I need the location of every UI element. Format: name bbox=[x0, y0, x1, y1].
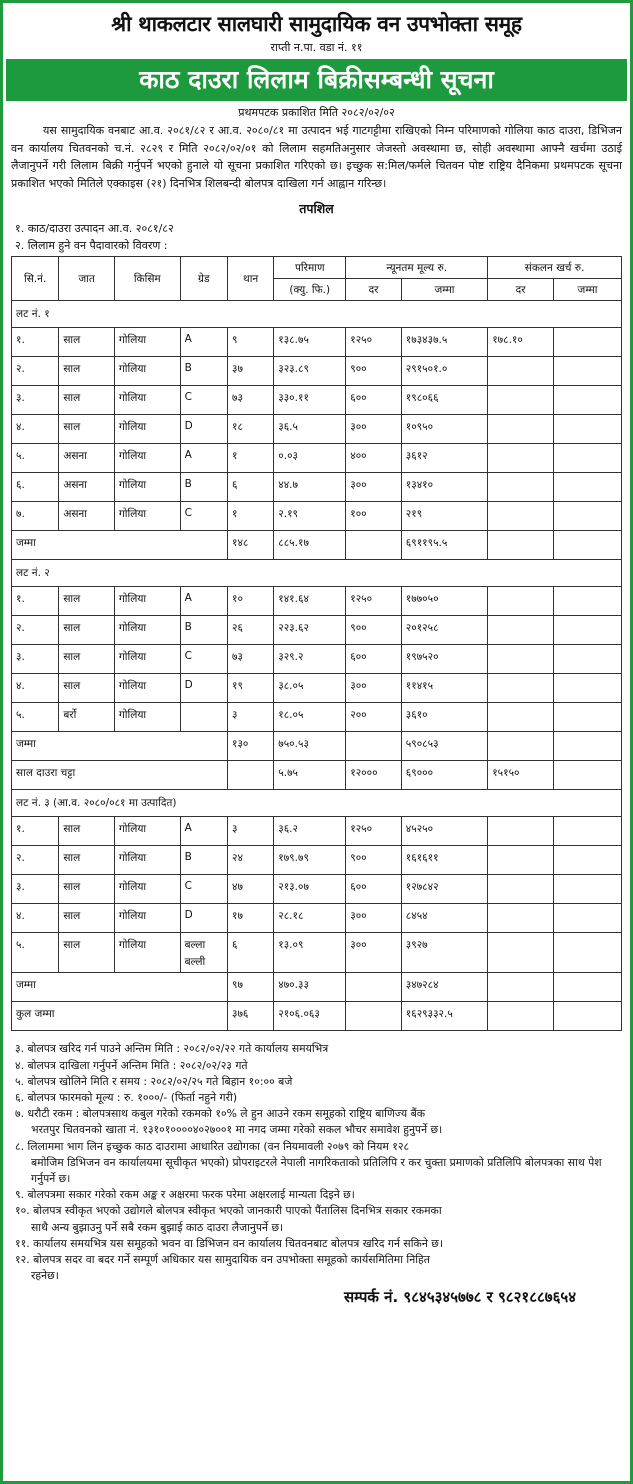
cell-collect-dar bbox=[488, 875, 554, 904]
cell-dar: ९०० bbox=[346, 357, 402, 386]
cell-collect-dar bbox=[488, 703, 554, 732]
cell-dar bbox=[346, 531, 402, 560]
cell-grade: D bbox=[180, 904, 227, 933]
cell-jaat: साल bbox=[59, 674, 115, 703]
cell-kisim: गोलिया bbox=[114, 933, 180, 973]
cell-grade: A bbox=[180, 328, 227, 357]
cell-dar: ४०० bbox=[346, 444, 402, 473]
cell-pariman: ४४.७ bbox=[274, 473, 346, 502]
total-label: जम्मा bbox=[12, 973, 228, 1002]
cell-sn: ४. bbox=[12, 674, 59, 703]
cell-kisim: गोलिया bbox=[114, 587, 180, 616]
cell-thaan: ३७ bbox=[227, 357, 273, 386]
note-item: ११. कार्यालय समयभित्र यस समूहको भवन वा डिभिजन वन कार्यालय चितवनबाट बोलपत्र खरिद गर्न सकिने छ। bbox=[15, 1236, 443, 1250]
point-2: २. लिलाम हुने वन पैदावारको विवरण : bbox=[15, 239, 168, 253]
notice-banner: काठ दाउरा लिलाम बिक्रीसम्बन्धी सूचना bbox=[6, 59, 627, 101]
total-row bbox=[12, 531, 622, 560]
cell-collect-dar bbox=[488, 674, 554, 703]
cell-collect-dar: १७८.१० bbox=[488, 328, 554, 357]
org-title: श्री थाकलटार सालघारी सामुदायिक वन उपभोक्ता समूह bbox=[111, 12, 522, 36]
cell-jamma: ११४१५ bbox=[401, 674, 487, 703]
cell-collect-jamma bbox=[554, 1002, 622, 1031]
cell-thaan: ३ bbox=[227, 703, 273, 732]
col-min-price: न्यूनतम मूल्य रु. bbox=[346, 257, 488, 279]
cell-collect-dar bbox=[488, 616, 554, 645]
cell-pariman: १४१.६४ bbox=[274, 587, 346, 616]
cell-sn: ६. bbox=[12, 473, 59, 502]
cell-thaan bbox=[227, 761, 273, 790]
cell-jaat: साल bbox=[59, 904, 115, 933]
cell-pariman: ३३०.११ bbox=[274, 386, 346, 415]
cell-jaat: साल bbox=[59, 933, 115, 973]
cell-pariman: ४७०.३३ bbox=[274, 973, 346, 1002]
cell-dar: ६०० bbox=[346, 645, 402, 674]
cell-pariman: १३८.७५ bbox=[274, 328, 346, 357]
cell-pariman: १७९.७९ bbox=[274, 846, 346, 875]
cell-grade: A bbox=[180, 817, 227, 846]
note-item: ९. बोलपत्रमा सकार गरेको रकम अङ्क र अक्षरमा फरक परेमा अक्षरलाई मान्यता दिइने छ। bbox=[15, 1188, 355, 1202]
cell-kisim: गोलिया bbox=[114, 473, 180, 502]
col-collect-jamma: जम्मा bbox=[554, 279, 622, 301]
total-label: जम्मा bbox=[12, 531, 228, 560]
cell-grade: D bbox=[180, 415, 227, 444]
col-thaan: थान bbox=[227, 257, 273, 301]
table-row bbox=[12, 645, 622, 674]
cell-dar: ३०० bbox=[346, 415, 402, 444]
cell-thaan: ७३ bbox=[227, 386, 273, 415]
cell-grade: C bbox=[180, 645, 227, 674]
org-address: राप्ती न.पा. वडा नं. ११ bbox=[270, 41, 363, 54]
note-item: ८. लिलाममा भाग लिन इच्छुक काठ दाउरामा आधारित उद्योगका (वन नियमावली २०७९ को नियम १२८ bbox=[15, 1139, 410, 1153]
notes-list bbox=[11, 1041, 622, 1284]
table-row bbox=[12, 817, 622, 846]
cell-pariman: ७५०.५३ bbox=[274, 732, 346, 761]
cell-collect-jamma bbox=[554, 616, 622, 645]
cell-collect-jamma bbox=[554, 473, 622, 502]
cell-jamma: १७३४३७.५ bbox=[401, 328, 487, 357]
cell-collect-jamma bbox=[554, 846, 622, 875]
cell-dar: ६०० bbox=[346, 386, 402, 415]
cell-pariman: ३८.०५ bbox=[274, 674, 346, 703]
cell-dar: १२५० bbox=[346, 587, 402, 616]
cell-grade: B bbox=[180, 357, 227, 386]
cell-collect-dar bbox=[488, 502, 554, 531]
cell-collect-jamma bbox=[554, 761, 622, 790]
cell-collect-jamma bbox=[554, 674, 622, 703]
cell-collect-jamma bbox=[554, 357, 622, 386]
cell-thaan: ४७ bbox=[227, 875, 273, 904]
table-row bbox=[12, 587, 622, 616]
cell-dar: ३०० bbox=[346, 904, 402, 933]
table-body bbox=[12, 301, 622, 1031]
table-row bbox=[12, 386, 622, 415]
cell-jaat: असना bbox=[59, 502, 115, 531]
cell-thaan: ९ bbox=[227, 328, 273, 357]
cell-pariman: ३२३.८९ bbox=[274, 357, 346, 386]
cell-dar: १२००० bbox=[346, 761, 402, 790]
cell-dar: २०० bbox=[346, 703, 402, 732]
cell-collect-jamma bbox=[554, 444, 622, 473]
table-row bbox=[12, 904, 622, 933]
cell-grade: C bbox=[180, 386, 227, 415]
cell-collect-jamma bbox=[554, 875, 622, 904]
cell-jaat: साल bbox=[59, 817, 115, 846]
note-continuation: बमोजिम डिभिजन वन कार्यालयमा सूचीकृत भएको) प्रोपराइटरले नेपाली नागरिकताको प्रतिलिपि र कर चुक्ता प्रमाणको प्रतिलिपि बोलपत्रका साथ पेश गर्नुपर्ने छ। bbox=[31, 1155, 602, 1185]
cell-collect-dar bbox=[488, 473, 554, 502]
cell-sn: ३. bbox=[12, 386, 59, 415]
cell-jamma: ६९००० bbox=[401, 761, 487, 790]
cell-kisim: गोलिया bbox=[114, 386, 180, 415]
cell-pariman: २.१९ bbox=[274, 502, 346, 531]
total-label: कुल जम्मा bbox=[12, 1002, 228, 1031]
cell-grade: C bbox=[180, 502, 227, 531]
cell-dar: १२५० bbox=[346, 817, 402, 846]
cell-sn: ५. bbox=[12, 444, 59, 473]
cell-pariman: १८.०५ bbox=[274, 703, 346, 732]
cell-kisim: गोलिया bbox=[114, 645, 180, 674]
cell-dar: ३०० bbox=[346, 674, 402, 703]
lot-header-row bbox=[12, 560, 622, 587]
cell-pariman: ०.०३ bbox=[274, 444, 346, 473]
cell-kisim: गोलिया bbox=[114, 444, 180, 473]
cell-dar: ३०० bbox=[346, 933, 402, 973]
cell-jamma: ४५२५० bbox=[401, 817, 487, 846]
cell-jamma: ३९२७ bbox=[401, 933, 487, 973]
lot-header-row bbox=[12, 301, 622, 328]
cell-thaan: २४ bbox=[227, 846, 273, 875]
cell-dar: ९०० bbox=[346, 846, 402, 875]
table-row bbox=[12, 415, 622, 444]
col-sn: सि.नं. bbox=[12, 257, 59, 301]
cell-jaat: साल bbox=[59, 328, 115, 357]
cell-jamma: ८४५४ bbox=[401, 904, 487, 933]
table-row bbox=[12, 933, 622, 973]
cell-thaan: ३७६ bbox=[227, 1002, 273, 1031]
cell-kisim: गोलिया bbox=[114, 415, 180, 444]
cell-collect-jamma bbox=[554, 904, 622, 933]
cell-grade bbox=[180, 703, 227, 732]
cell-kisim: गोलिया bbox=[114, 846, 180, 875]
cell-sn: १. bbox=[12, 817, 59, 846]
cell-sn: ४. bbox=[12, 415, 59, 444]
note-continuation: भरतपुर चितवनको खाता नं. १३१०१००००४०२७००१ मा नगद जम्मा गरेको सकल भौचर समावेश हुनुपर्ने छ। bbox=[31, 1123, 443, 1137]
cell-sn: ५. bbox=[12, 933, 59, 973]
note-item: ६. बोलपत्र फारमको मूल्य : रु. १०००/- (फिर्ता नहुने गरी) bbox=[15, 1090, 238, 1104]
note-item: ५. बोलपत्र खोलिने मिति र समय : २०८२/०२/२५ गते बिहान १०:०० बजे bbox=[15, 1074, 293, 1088]
col-kisim: किसिम bbox=[114, 257, 180, 301]
note-continuation: साथै अन्य बुझाउनु पर्ने सबै रकम बुझाई काठ दाउरा लैजानुपर्ने छ। bbox=[31, 1220, 284, 1234]
cell-jamma: ३४७२८४ bbox=[401, 973, 487, 1002]
cell-jamma: २९१५०१.० bbox=[401, 357, 487, 386]
cell-grade: A bbox=[180, 444, 227, 473]
cell-kisim: गोलिया bbox=[114, 357, 180, 386]
table-row bbox=[12, 674, 622, 703]
cell-collect-dar bbox=[488, 846, 554, 875]
cell-thaan: ७३ bbox=[227, 645, 273, 674]
lot-header-row bbox=[12, 790, 622, 817]
cell-collect-dar bbox=[488, 386, 554, 415]
contact-line: सम्पर्क नं. ९८४५३४५७७८ र ९८२१८८७६५४ bbox=[343, 1288, 576, 1307]
cell-thaan: १४८ bbox=[227, 531, 273, 560]
cell-sn: ७. bbox=[12, 502, 59, 531]
table-row bbox=[12, 473, 622, 502]
table-row bbox=[12, 357, 622, 386]
total-row bbox=[12, 761, 622, 790]
table-row bbox=[12, 502, 622, 531]
cell-collect-dar bbox=[488, 1002, 554, 1031]
col-collect-dar: दर bbox=[488, 279, 554, 301]
cell-sn: ३. bbox=[12, 645, 59, 674]
cell-grade: B bbox=[180, 473, 227, 502]
cell-pariman: ३२९.२ bbox=[274, 645, 346, 674]
cell-jaat: साल bbox=[59, 357, 115, 386]
cell-collect-jamma bbox=[554, 703, 622, 732]
table-row bbox=[12, 328, 622, 357]
cell-collect-dar bbox=[488, 817, 554, 846]
cell-dar bbox=[346, 1002, 402, 1031]
total-row bbox=[12, 973, 622, 1002]
cell-pariman: २१०६.०६३ bbox=[274, 1002, 346, 1031]
cell-collect-dar bbox=[488, 645, 554, 674]
cell-grade: A bbox=[180, 587, 227, 616]
cell-collect-jamma bbox=[554, 502, 622, 531]
col-pariman: परिमाण bbox=[274, 257, 346, 279]
cell-pariman: २२३.६२ bbox=[274, 616, 346, 645]
cell-dar bbox=[346, 732, 402, 761]
cell-jaat: बर्रो bbox=[59, 703, 115, 732]
col-jaat: जात bbox=[59, 257, 115, 301]
cell-dar bbox=[346, 973, 402, 1002]
cell-thaan: १० bbox=[227, 587, 273, 616]
cell-grade: C bbox=[180, 875, 227, 904]
cell-thaan: १८ bbox=[227, 415, 273, 444]
auction-table bbox=[11, 256, 622, 1031]
cell-jaat: साल bbox=[59, 415, 115, 444]
cell-jamma: १२७८४२ bbox=[401, 875, 487, 904]
col-unit: (क्यु. फि.) bbox=[274, 279, 346, 301]
cell-pariman: २८.१८ bbox=[274, 904, 346, 933]
table-row bbox=[12, 875, 622, 904]
lot-label: लट नं. १ bbox=[12, 301, 622, 328]
cell-jamma: १९८०६६ bbox=[401, 386, 487, 415]
note-item: ३. बोलपत्र खरिद गर्न पाउने अन्तिम मिति : २०८२/०२/२२ गते कार्यालय समयभित्र bbox=[15, 1042, 329, 1056]
cell-thaan: ६ bbox=[227, 933, 273, 973]
cell-collect-dar: १५१५० bbox=[488, 761, 554, 790]
cell-collect-jamma bbox=[554, 973, 622, 1002]
cell-jaat: साल bbox=[59, 616, 115, 645]
table-row bbox=[12, 616, 622, 645]
cell-collect-jamma bbox=[554, 328, 622, 357]
cell-collect-jamma bbox=[554, 415, 622, 444]
cell-jamma: १०९५० bbox=[401, 415, 487, 444]
total-label: जम्मा bbox=[12, 732, 228, 761]
cell-collect-dar bbox=[488, 904, 554, 933]
cell-collect-jamma bbox=[554, 531, 622, 560]
cell-pariman: १३.०९ bbox=[274, 933, 346, 973]
cell-jamma: १३४१० bbox=[401, 473, 487, 502]
cell-grade: बल्ला बल्ली bbox=[180, 933, 227, 973]
cell-collect-dar bbox=[488, 415, 554, 444]
cell-collect-jamma bbox=[554, 933, 622, 973]
cell-kisim: गोलिया bbox=[114, 674, 180, 703]
cell-jaat: साल bbox=[59, 587, 115, 616]
cell-collect-dar bbox=[488, 587, 554, 616]
cell-thaan: १९ bbox=[227, 674, 273, 703]
cell-dar: ९०० bbox=[346, 616, 402, 645]
cell-collect-jamma bbox=[554, 587, 622, 616]
details-heading: तपशिल bbox=[299, 201, 334, 217]
cell-collect-dar bbox=[488, 357, 554, 386]
cell-grade: B bbox=[180, 616, 227, 645]
cell-thaan: ९७ bbox=[227, 973, 273, 1002]
col-min-dar: दर bbox=[346, 279, 402, 301]
cell-kisim: गोलिया bbox=[114, 328, 180, 357]
cell-jaat: साल bbox=[59, 875, 115, 904]
cell-jaat: साल bbox=[59, 386, 115, 415]
cell-jamma: २०१२५८ bbox=[401, 616, 487, 645]
cell-collect-jamma bbox=[554, 732, 622, 761]
cell-grade: B bbox=[180, 846, 227, 875]
cell-pariman: ८८५.१७ bbox=[274, 531, 346, 560]
publish-date: प्रथमपटक प्रकाशित मिति २०८२/०२/०२ bbox=[238, 106, 395, 119]
cell-pariman: ३६.२ bbox=[274, 817, 346, 846]
cell-pariman: २१३.०७ bbox=[274, 875, 346, 904]
cell-kisim: गोलिया bbox=[114, 875, 180, 904]
lot-label: लट नं. २ bbox=[12, 560, 622, 587]
cell-kisim: गोलिया bbox=[114, 904, 180, 933]
cell-jamma: ३६१२ bbox=[401, 444, 487, 473]
cell-kisim: गोलिया bbox=[114, 703, 180, 732]
col-collection-cost: संकलन खर्च रु. bbox=[488, 257, 622, 279]
cell-sn: १. bbox=[12, 587, 59, 616]
cell-jamma: २१९ bbox=[401, 502, 487, 531]
cell-collect-dar bbox=[488, 732, 554, 761]
note-item: १०. बोलपत्र स्वीकृत भएको उद्योगले बोलपत्र स्वीकृत भएको जानकारी पाएको पैंतालिस दिनभित्र सकार रकमका bbox=[15, 1204, 442, 1218]
cell-dar: ३०० bbox=[346, 473, 402, 502]
cell-sn: १. bbox=[12, 328, 59, 357]
total-row bbox=[12, 732, 622, 761]
cell-pariman: ३६.५ bbox=[274, 415, 346, 444]
cell-kisim: गोलिया bbox=[114, 616, 180, 645]
cell-collect-jamma bbox=[554, 817, 622, 846]
table-row bbox=[12, 444, 622, 473]
col-min-jamma: जम्मा bbox=[401, 279, 487, 301]
cell-sn: ३. bbox=[12, 875, 59, 904]
cell-sn: ५. bbox=[12, 703, 59, 732]
cell-jamma: १६१६११ bbox=[401, 846, 487, 875]
cell-jaat: साल bbox=[59, 645, 115, 674]
cell-sn: २. bbox=[12, 357, 59, 386]
cell-jamma: १९७५२० bbox=[401, 645, 487, 674]
cell-collect-dar bbox=[488, 933, 554, 973]
cell-jamma: ३६१० bbox=[401, 703, 487, 732]
cell-thaan: २६ bbox=[227, 616, 273, 645]
cell-grade: D bbox=[180, 674, 227, 703]
cell-thaan: ६ bbox=[227, 473, 273, 502]
cell-collect-jamma bbox=[554, 386, 622, 415]
cell-jaat: असना bbox=[59, 444, 115, 473]
cell-sn: ४. bbox=[12, 904, 59, 933]
cell-thaan: १ bbox=[227, 444, 273, 473]
point-1: १. काठ/दाउरा उत्पादन आ.व. २०८१/८२ bbox=[15, 222, 174, 236]
cell-collect-dar bbox=[488, 973, 554, 1002]
col-grade: ग्रेड bbox=[180, 257, 227, 301]
cell-collect-dar bbox=[488, 531, 554, 560]
lot-label: लट नं. ३ (आ.व. २०८०/०८१ मा उत्पादित) bbox=[12, 790, 622, 817]
cell-thaan: १७ bbox=[227, 904, 273, 933]
cell-jaat: साल bbox=[59, 846, 115, 875]
cell-collect-dar bbox=[488, 444, 554, 473]
cell-thaan: १३० bbox=[227, 732, 273, 761]
intro-paragraph: यस सामुदायिक वनबाट आ.व. २०८१/८२ र आ.व. २०८०/८१ मा उत्पादन भई गाटगट्टीमा राखिएको निम्न परिमाणको गोलिया काठ दाउरा, डिभिजन वन कार्यालय चितवनको च.नं. २८२९ र मिति २०८२/०२/०१ को लिलाम सहमतिअनुसार जेजस्तो अवस्थामा छ, सोही अवस्थामा आफ्नै खर्चमा उठाई लैजानुपर्ने गरी लिलाम बिक्री गर्नुपर्ने भएको हुनाले यो सूचना प्रकाशित गरिएको छ। इच्छुक स:मिल/फर्मले चितवन पोष्ट राष्ट्रिय दैनिकमा प्रथमपटक सूचना प्रकाशित भएको मितिले एक्काइस (२१) दिनभित्र शिलबन्दी बोलपत्र दाखिला गर्न आह्वान गरिन्छ। bbox=[11, 124, 622, 190]
cell-jamma: १७७०५० bbox=[401, 587, 487, 616]
cell-sn: २. bbox=[12, 616, 59, 645]
cell-thaan: १ bbox=[227, 502, 273, 531]
cell-dar: ६०० bbox=[346, 875, 402, 904]
cell-dar: १२५० bbox=[346, 328, 402, 357]
cell-kisim: गोलिया bbox=[114, 502, 180, 531]
cell-pariman: ५.७५ bbox=[274, 761, 346, 790]
cell-collect-jamma bbox=[554, 645, 622, 674]
note-item: १२. बोलपत्र सदर वा बदर गर्ने सम्पूर्ण अधिकार यस सामुदायिक वन उपभोक्ता समूहको कार्यसमितिमा निहित bbox=[15, 1253, 430, 1267]
cell-sn: २. bbox=[12, 846, 59, 875]
cell-jamma: ६९११९५.५ bbox=[401, 531, 487, 560]
cell-thaan: ३ bbox=[227, 817, 273, 846]
cell-kisim: गोलिया bbox=[114, 817, 180, 846]
note-continuation: रहनेछ। bbox=[31, 1269, 59, 1283]
note-item: ७. धरौटी रकम : बोलपत्रसाथ कबुल गरेको रकमको १०% ले हुन आउने रकम समूहको राष्ट्रिय बाणिज्य बैंक bbox=[15, 1107, 426, 1121]
cell-dar: १०० bbox=[346, 502, 402, 531]
table-row bbox=[12, 703, 622, 732]
total-label: साल दाउरा चट्टा bbox=[12, 761, 228, 790]
cell-jamma: ५९०८५३ bbox=[401, 732, 487, 761]
cell-jamma: १६२९३३२.५ bbox=[401, 1002, 487, 1031]
note-item: ४. बोलपत्र दाखिला गर्नुपर्ने अन्तिम मिति : २०८२/०२/२३ गते bbox=[15, 1058, 248, 1072]
table-row bbox=[12, 846, 622, 875]
total-row bbox=[12, 1002, 622, 1031]
cell-jaat: असना bbox=[59, 473, 115, 502]
